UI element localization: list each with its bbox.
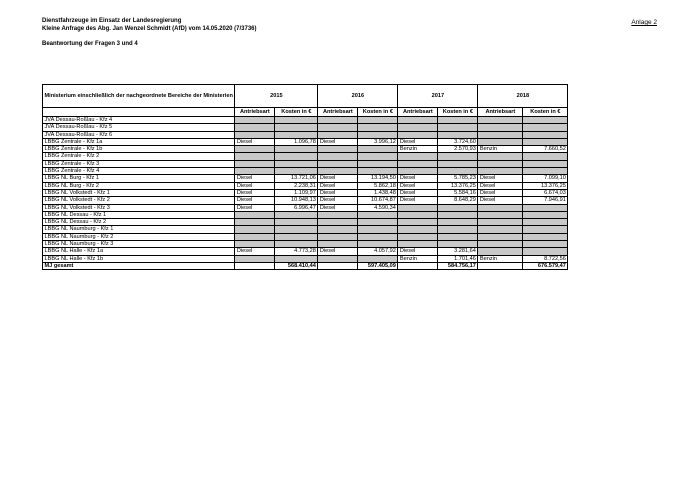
drive-type-cell: Benzin xyxy=(398,255,438,262)
cost-cell xyxy=(523,211,568,218)
drive-type-cell xyxy=(398,124,438,131)
drive-type-cell xyxy=(318,233,358,240)
cost-cell xyxy=(438,219,478,226)
cost-cell xyxy=(523,131,568,138)
drive-type-cell xyxy=(318,146,358,153)
drive-type-cell xyxy=(478,219,523,226)
cost-cell: 7.099,10 xyxy=(523,175,568,182)
drive-type-cell xyxy=(398,262,438,269)
subheader-antrieb: Antriebsart xyxy=(398,108,438,117)
cost-cell xyxy=(523,248,568,255)
cost-cell: 10.674,87 xyxy=(358,197,398,204)
doc-subtitle: Kleine Anfrage des Abg. Jan Wenzel Schmidt (AfD) vom 14.05.2020 (7/3736) xyxy=(42,25,257,32)
row-label: LBBG NL Halle - Kfz 1b xyxy=(43,255,235,262)
cost-cell: 568.410,44 xyxy=(275,262,318,269)
drive-type-cell xyxy=(318,241,358,248)
drive-type-cell: Diesel xyxy=(318,197,358,204)
cost-cell xyxy=(438,168,478,175)
cost-cell xyxy=(275,226,318,233)
table-row xyxy=(43,117,568,124)
cost-cell xyxy=(358,160,398,167)
drive-type-cell xyxy=(398,160,438,167)
drive-type-cell: Diesel xyxy=(235,197,275,204)
row-label: LBBG Zentrale - Kfz 2 xyxy=(43,153,235,160)
row-label: LBBG NL Burg - Kfz 2 xyxy=(43,182,235,189)
drive-type-cell xyxy=(478,241,523,248)
cost-cell: 676.579,47 xyxy=(523,262,568,269)
drive-type-cell xyxy=(318,255,358,262)
drive-type-cell xyxy=(478,168,523,175)
cost-cell xyxy=(438,226,478,233)
drive-type-cell xyxy=(235,233,275,240)
subheader-kosten: Kosten in € xyxy=(275,108,318,117)
cost-cell xyxy=(358,124,398,131)
row-label: LBBG NL Halle - Kfz 1a xyxy=(43,248,235,255)
table-row xyxy=(43,153,568,160)
cost-cell xyxy=(358,211,398,218)
cost-cell xyxy=(358,168,398,175)
drive-type-cell: Diesel xyxy=(235,189,275,196)
drive-type-cell xyxy=(398,241,438,248)
subheader-antrieb: Antriebsart xyxy=(235,108,275,117)
table-row xyxy=(43,131,568,138)
drive-type-cell xyxy=(478,211,523,218)
drive-type-cell xyxy=(318,168,358,175)
cost-cell: 7.946,91 xyxy=(523,197,568,204)
drive-type-cell xyxy=(235,219,275,226)
cost-cell: 5.584,16 xyxy=(438,189,478,196)
drive-type-cell xyxy=(478,233,523,240)
cost-cell: 3.724,60 xyxy=(438,138,478,145)
subheader-antrieb: Antriebsart xyxy=(318,108,358,117)
drive-type-cell xyxy=(318,262,358,269)
subheader-kosten: Kosten in € xyxy=(358,108,398,117)
row-label: LBBG NL Volkstedt - Kfz 1 xyxy=(43,189,235,196)
drive-type-cell xyxy=(478,153,523,160)
drive-type-cell xyxy=(398,168,438,175)
table-row xyxy=(43,241,568,248)
drive-type-cell xyxy=(318,131,358,138)
table-row xyxy=(43,168,568,175)
cost-cell xyxy=(275,146,318,153)
row-label: LBBG NL Volkstedt - Kfz 2 xyxy=(43,197,235,204)
drive-type-cell: Diesel xyxy=(478,189,523,196)
cost-cell xyxy=(275,124,318,131)
row-label: JVA Dessau-Roßlau - Kfz 6 xyxy=(43,131,235,138)
table-row xyxy=(43,219,568,226)
drive-type-cell xyxy=(398,211,438,218)
drive-type-cell: Diesel xyxy=(318,189,358,196)
drive-type-cell xyxy=(398,117,438,124)
drive-type-cell: Diesel xyxy=(398,138,438,145)
total-row xyxy=(43,262,568,269)
cost-cell xyxy=(523,138,568,145)
cost-cell: 8.722,56 xyxy=(523,255,568,262)
table-row xyxy=(43,255,568,262)
cost-cell xyxy=(358,131,398,138)
cost-cell xyxy=(523,241,568,248)
table-row xyxy=(43,124,568,131)
subheader-kosten: Kosten in € xyxy=(523,108,568,117)
drive-type-cell xyxy=(318,226,358,233)
drive-type-cell: Diesel xyxy=(398,182,438,189)
cost-cell xyxy=(358,241,398,248)
cost-cell xyxy=(358,219,398,226)
cost-cell xyxy=(275,117,318,124)
drive-type-cell xyxy=(318,117,358,124)
year-2016: 2016 xyxy=(318,85,398,108)
table-body xyxy=(43,117,568,270)
drive-type-cell xyxy=(235,153,275,160)
table-row xyxy=(43,204,568,211)
drive-type-cell: Diesel xyxy=(478,182,523,189)
cost-cell xyxy=(523,226,568,233)
total-label: MJ gesamt xyxy=(43,262,235,269)
drive-type-cell xyxy=(318,124,358,131)
subheader-row xyxy=(43,108,568,117)
drive-type-cell xyxy=(478,262,523,269)
drive-type-cell xyxy=(235,117,275,124)
drive-type-cell xyxy=(318,219,358,226)
cost-cell xyxy=(438,131,478,138)
row-label: LBBG NL Naumburg - Kfz 2 xyxy=(43,233,235,240)
drive-type-cell: Benzin xyxy=(478,146,523,153)
drive-type-cell xyxy=(318,211,358,218)
cost-cell xyxy=(438,117,478,124)
drive-type-cell xyxy=(235,262,275,269)
cost-cell: 1.438,48 xyxy=(358,189,398,196)
cost-cell xyxy=(275,168,318,175)
cost-cell: 6.674,03 xyxy=(523,189,568,196)
cost-cell xyxy=(523,204,568,211)
drive-type-cell: Diesel xyxy=(318,175,358,182)
drive-type-cell: Diesel xyxy=(478,175,523,182)
cost-cell xyxy=(523,160,568,167)
row-label: LBBG Zentrale - Kfz 4 xyxy=(43,168,235,175)
drive-type-cell xyxy=(398,226,438,233)
cost-cell xyxy=(523,233,568,240)
cost-cell xyxy=(438,160,478,167)
drive-type-cell: Diesel xyxy=(235,138,275,145)
drive-type-cell xyxy=(235,241,275,248)
cost-cell: 5.785,23 xyxy=(438,175,478,182)
drive-type-cell: Diesel xyxy=(318,248,358,255)
drive-type-cell xyxy=(235,146,275,153)
doc-title: Dienstfahrzeuge im Einsatz der Landesregierung xyxy=(42,18,182,24)
cost-cell: 13.194,50 xyxy=(358,175,398,182)
table-row xyxy=(43,146,568,153)
drive-type-cell xyxy=(478,138,523,145)
cost-cell xyxy=(275,233,318,240)
table-row xyxy=(43,197,568,204)
anlage-link[interactable]: Anlage 2 xyxy=(631,19,657,26)
drive-type-cell xyxy=(235,226,275,233)
table-row xyxy=(43,248,568,255)
cost-cell: 597.405,09 xyxy=(358,262,398,269)
drive-type-cell: Diesel xyxy=(235,204,275,211)
drive-type-cell xyxy=(235,255,275,262)
year-header-row xyxy=(43,85,568,108)
drive-type-cell xyxy=(478,117,523,124)
drive-type-cell xyxy=(478,124,523,131)
cost-cell xyxy=(275,211,318,218)
cost-cell: 5.862,18 xyxy=(358,182,398,189)
cost-cell: 584.756,17 xyxy=(438,262,478,269)
drive-type-cell: Diesel xyxy=(235,182,275,189)
row-label: LBBG NL Dessau - Kfz 2 xyxy=(43,219,235,226)
subheader-blank xyxy=(43,108,235,117)
table-row xyxy=(43,138,568,145)
drive-type-cell: Diesel xyxy=(318,204,358,211)
drive-type-cell xyxy=(398,153,438,160)
vehicle-cost-table xyxy=(42,84,568,270)
row-label: LBBG Zentrale - Kfz 1b xyxy=(43,146,235,153)
drive-type-cell xyxy=(398,219,438,226)
cost-cell xyxy=(358,226,398,233)
cost-cell: 1.109,97 xyxy=(275,189,318,196)
drive-type-cell: Benzin xyxy=(398,146,438,153)
cost-cell xyxy=(275,153,318,160)
cost-cell xyxy=(358,233,398,240)
table-row xyxy=(43,160,568,167)
year-2018: 2018 xyxy=(478,85,568,108)
cost-cell: 2.570,93 xyxy=(438,146,478,153)
drive-type-cell xyxy=(235,211,275,218)
cost-cell xyxy=(438,233,478,240)
cost-cell xyxy=(358,146,398,153)
cost-cell: 10.948,13 xyxy=(275,197,318,204)
cost-cell xyxy=(358,255,398,262)
row-label: LBBG NL Naumburg - Kfz 3 xyxy=(43,241,235,248)
drive-type-cell: Benzin xyxy=(478,255,523,262)
cost-cell xyxy=(523,124,568,131)
drive-type-cell xyxy=(398,204,438,211)
table-row xyxy=(43,182,568,189)
cost-cell xyxy=(275,241,318,248)
drive-type-cell xyxy=(318,153,358,160)
table-row xyxy=(43,226,568,233)
cost-cell: 4.057,92 xyxy=(358,248,398,255)
drive-type-cell: Diesel xyxy=(235,175,275,182)
drive-type-cell xyxy=(318,160,358,167)
cost-cell xyxy=(438,241,478,248)
drive-type-cell xyxy=(235,168,275,175)
cost-cell xyxy=(523,168,568,175)
cost-cell xyxy=(275,255,318,262)
row-label: LBBG Zentrale - Kfz 1a xyxy=(43,138,235,145)
cost-cell xyxy=(438,204,478,211)
row-label: JVA Dessau-Roßlau - Kfz 5 xyxy=(43,124,235,131)
row-label: LBBG NL Volkstedt - Kfz 3 xyxy=(43,204,235,211)
cost-cell xyxy=(275,131,318,138)
cost-cell: 13.721,06 xyxy=(275,175,318,182)
row-label: JVA Dessau-Roßlau - Kfz 4 xyxy=(43,117,235,124)
cost-cell: 3.996,12 xyxy=(358,138,398,145)
drive-type-cell xyxy=(478,248,523,255)
drive-type-cell: Diesel xyxy=(398,175,438,182)
row-label: LBBG NL Naumburg - Kfz 1 xyxy=(43,226,235,233)
cost-cell xyxy=(523,153,568,160)
year-2017: 2017 xyxy=(398,85,478,108)
drive-type-cell xyxy=(235,124,275,131)
cost-cell xyxy=(438,211,478,218)
cost-cell: 3.281,64 xyxy=(438,248,478,255)
cost-cell xyxy=(523,117,568,124)
cost-cell: 13.376,25 xyxy=(523,182,568,189)
cost-cell xyxy=(523,219,568,226)
drive-type-cell xyxy=(398,131,438,138)
table-row xyxy=(43,189,568,196)
drive-type-cell: Diesel xyxy=(235,248,275,255)
row-label: LBBG NL Dessau - Kfz 1 xyxy=(43,211,235,218)
cost-cell: 6.996,47 xyxy=(275,204,318,211)
cost-cell xyxy=(438,153,478,160)
group-header: Ministerium einschließlich der nachgeordnete Bereiche der Ministerien xyxy=(43,85,235,108)
subheader-antrieb: Antriebsart xyxy=(478,108,523,117)
drive-type-cell xyxy=(235,160,275,167)
drive-type-cell xyxy=(478,160,523,167)
cost-cell: 1.096,78 xyxy=(275,138,318,145)
cost-cell xyxy=(275,160,318,167)
cost-cell xyxy=(358,153,398,160)
drive-type-cell: Diesel xyxy=(318,182,358,189)
table-row xyxy=(43,211,568,218)
table-row xyxy=(43,233,568,240)
drive-type-cell xyxy=(478,131,523,138)
doc-section: Beantwortung der Fragen 3 und 4 xyxy=(42,41,138,47)
drive-type-cell xyxy=(478,204,523,211)
cost-cell xyxy=(358,117,398,124)
cost-cell: 2.238,31 xyxy=(275,182,318,189)
cost-cell xyxy=(438,124,478,131)
year-2015: 2015 xyxy=(235,85,318,108)
table-row xyxy=(43,175,568,182)
cost-cell: 4.590,34 xyxy=(358,204,398,211)
drive-type-cell xyxy=(398,233,438,240)
cost-cell xyxy=(275,219,318,226)
row-label: LBBG NL Burg - Kfz 1 xyxy=(43,175,235,182)
drive-type-cell: Diesel xyxy=(398,189,438,196)
drive-type-cell xyxy=(478,226,523,233)
cost-cell: 13.376,25 xyxy=(438,182,478,189)
drive-type-cell: Diesel xyxy=(398,197,438,204)
drive-type-cell xyxy=(235,131,275,138)
subheader-kosten: Kosten in € xyxy=(438,108,478,117)
drive-type-cell: Diesel xyxy=(398,248,438,255)
cost-cell: 8.648,29 xyxy=(438,197,478,204)
cost-cell: 4.773,28 xyxy=(275,248,318,255)
cost-cell: 1.701,46 xyxy=(438,255,478,262)
cost-cell: 7.660,52 xyxy=(523,146,568,153)
drive-type-cell: Diesel xyxy=(318,138,358,145)
row-label: LBBG Zentrale - Kfz 3 xyxy=(43,160,235,167)
drive-type-cell: Diesel xyxy=(478,197,523,204)
